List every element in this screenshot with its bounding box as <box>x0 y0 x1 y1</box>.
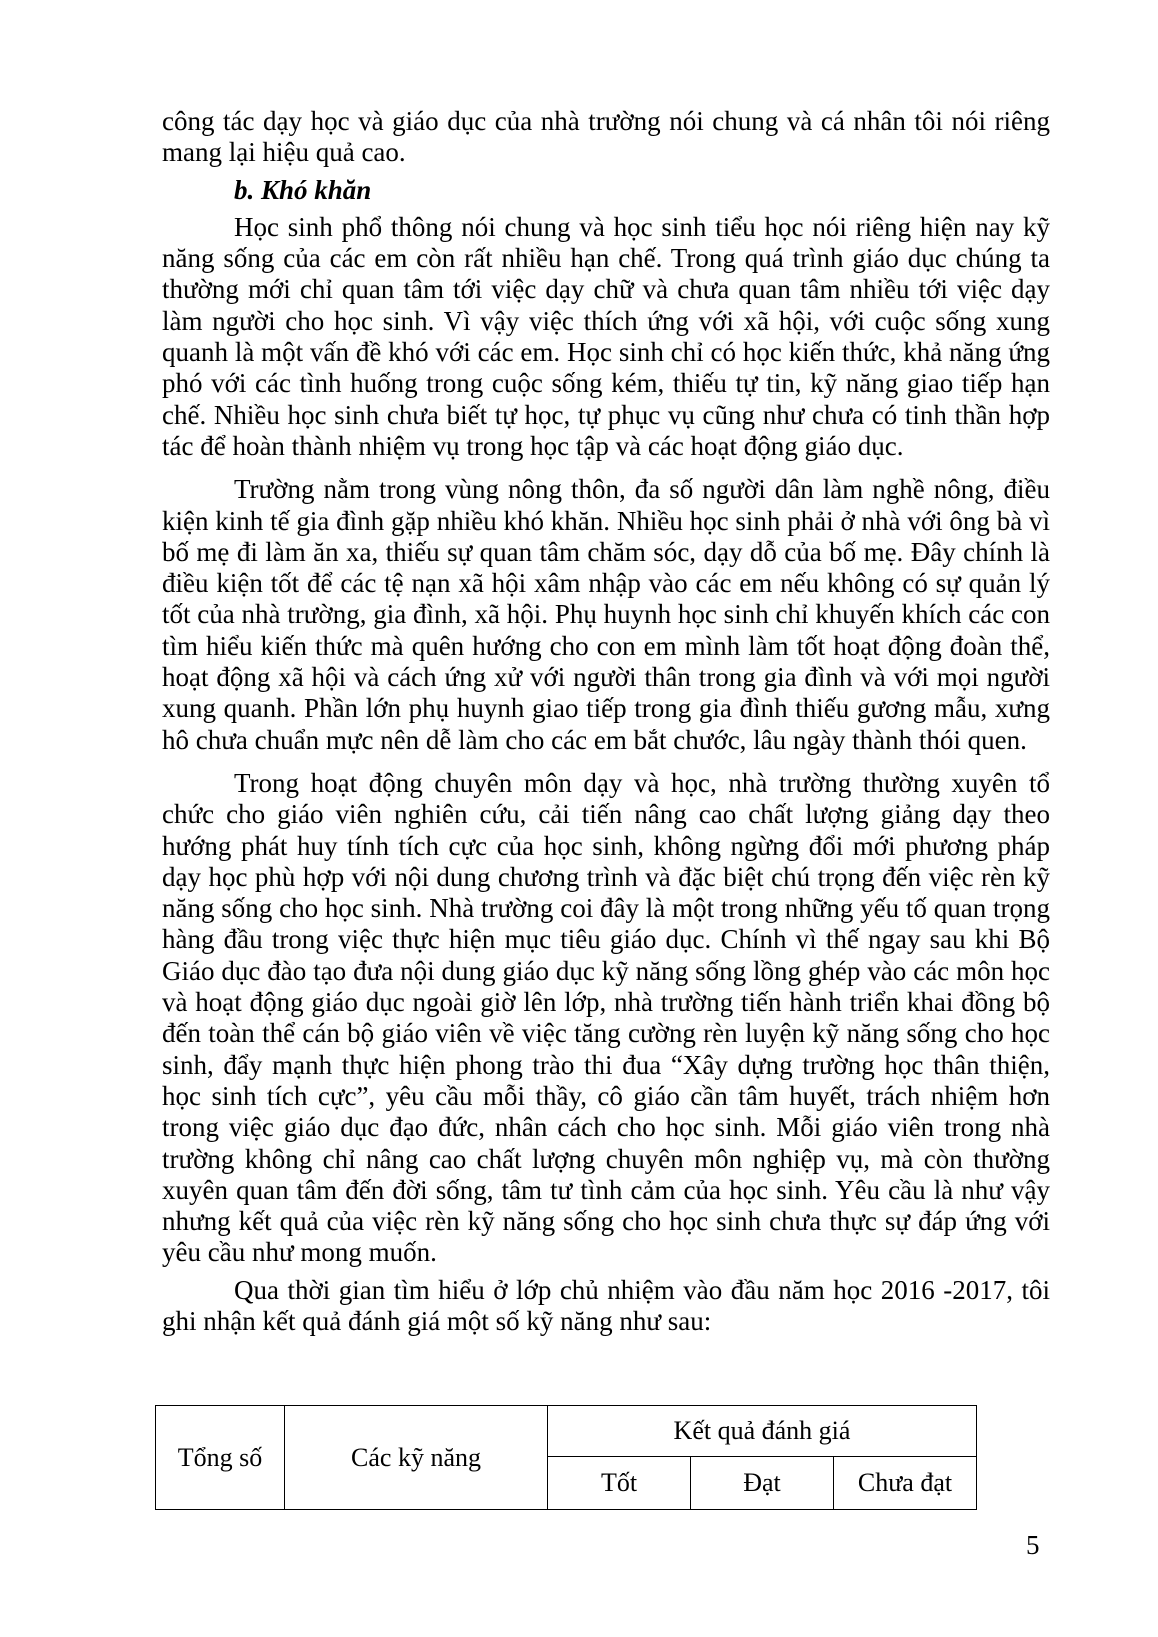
paragraph-intro: công tác dạy học và giáo dục của nhà trường nói chung và cá nhân tôi nói riêng mang lại hiệu quả cao. <box>162 106 1050 168</box>
paragraph-teaching-activities: Trong hoạt động chuyên môn dạy và học, nhà trường thường xuyên tổ chức cho giáo viên nghiên cứu, cải tiến nâng cao chất lượng giảng dạy theo hướng phát huy tính tích cực của học sinh, không ngừng đổi mới phương pháp dạy học phù hợp với nội dung chương trình và đặc biệt chú trọng đến việc rèn kỹ năng sống cho học sinh. Nhà trường coi đây là một trong những yếu tố quan trọng hàng đầu trong việc thực hiện mục tiêu giáo dục. Chính vì thế ngay sau khi Bộ Giáo dục đào tạo đưa nội dung giáo dục kỹ năng sống lồng ghép vào các môn học và hoạt động giáo dục ngoài giờ lên lớp, nhà trường tiến hành triển khai đồng bộ đến toàn thể cán bộ giáo viên về việc tăng cường rèn luyện kỹ năng sống cho học sinh, đẩy mạnh thực hiện phong trào thi đua “Xây dựng trường học thân thiện, học sinh tích cực”, yêu cầu mỗi thầy, cô giáo cần tâm huyết, trách nhiệm hơn trong việc giáo dục đạo đức, nhân cách cho học sinh. Mỗi giáo viên trong nhà trường không chỉ nâng cao chất lượng chuyên môn nghiệp vụ, mà còn thường xuyên quan tâm đến đời sống, tâm tư tình cảm của học sinh. Yêu cầu là như vậy nhưng kết quả của việc rèn kỹ năng sống cho học sinh chưa thực sự đáp ứng với yêu cầu như mong muốn. <box>162 767 1050 1268</box>
paragraph-survey-intro: Qua thời gian tìm hiểu ở lớp chủ nhiệm vào đầu năm học 2016 -2017, tôi ghi nhận kết quả đánh giá một số kỹ năng như sau: <box>162 1274 1050 1336</box>
header-good: Tốt <box>548 1457 691 1510</box>
section-heading: b. Khó khăn <box>234 174 372 205</box>
header-total: Tổng số <box>156 1406 285 1510</box>
header-skills: Các kỹ năng <box>285 1406 548 1510</box>
skills-results-table <box>155 1405 977 1510</box>
header-fail: Chưa đạt <box>834 1457 977 1510</box>
header-pass: Đạt <box>691 1457 834 1510</box>
document-page <box>162 106 1050 1337</box>
page-number: 5 <box>1026 1530 1040 1560</box>
paragraph-rural-school: Trường nằm trong vùng nông thôn, đa số người dân làm nghề nông, điều kiện kinh tế gia đình gặp nhiều khó khăn. Nhiều học sinh phải ở nhà với ông bà vì bố mẹ đi làm ăn xa, thiếu sự quan tâm chăm sóc, dạy dỗ của bố mẹ. Đây chính là điều kiện tốt để các tệ nạn xã hội xâm nhập vào các em nếu không có sự quản lý tốt của nhà trường, gia đình, xã hội. Phụ huynh học sinh chỉ khuyến khích các con tìm hiểu kiến thức mà quên hướng cho con em mình làm tốt hoạt động đoàn thể, hoạt động xã hội và cách ứng xử với người thân trong gia đình và với mọi người xung quanh. Phần lớn phụ huynh giao tiếp trong gia đình thiếu gương mẫu, xưng hô chưa chuẩn mực nên dễ làm cho các em bắt chước, lâu ngày thành thói quen. <box>162 474 1050 755</box>
paragraph-difficulties: Học sinh phổ thông nói chung và học sinh tiểu học nói riêng hiện nay kỹ năng sống của các em còn rất nhiều hạn chế. Trong quá trình giáo dục chúng ta thường mới chỉ quan tâm tới việc dạy chữ và chưa quan tâm nhiều tới việc dạy làm người cho học sinh. Vì vậy việc thích ứng với xã hội, với cuộc sống xung quanh là một vấn đề khó với các em. Học sinh chỉ có học kiến thức, khả năng ứng phó với các tình huống trong cuộc sống kém, thiếu tự tin, kỹ năng giao tiếp hạn chế. Nhiều học sinh chưa biết tự học, tự phục vụ cũng như chưa có tinh thần hợp tác để hoàn thành nhiệm vụ trong học tập và các hoạt động giáo dục. <box>162 211 1050 461</box>
header-results: Kết quả đánh giá <box>548 1406 977 1457</box>
